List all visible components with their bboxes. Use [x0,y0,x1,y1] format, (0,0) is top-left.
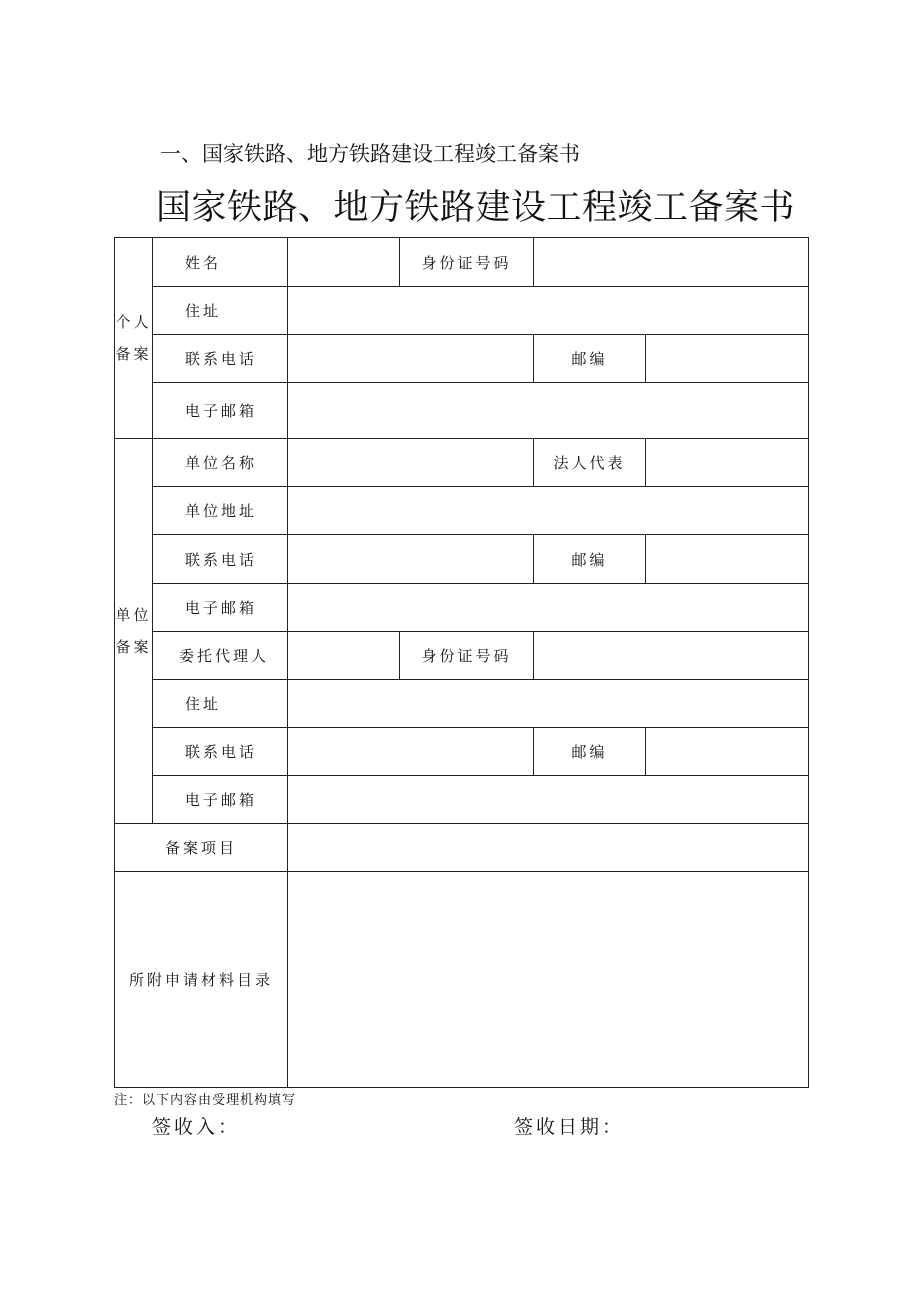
legal-rep-label: 法人代表 [534,439,646,487]
unit-email-label: 电子邮箱 [153,584,288,632]
personal-address-row [115,287,809,335]
agent-id-field[interactable] [534,632,809,680]
unit-section-line2: 备案 [115,638,152,656]
id-number-label: 身份证号码 [400,238,534,287]
personal-section-line2: 备案 [115,345,152,363]
materials-field[interactable] [288,872,809,1088]
unit-name-row [115,439,809,487]
project-row [115,824,809,872]
personal-name-row [115,238,809,287]
unit-phone-field[interactable] [288,535,534,584]
agent-address-field[interactable] [288,680,809,728]
postcode-field[interactable] [646,335,809,383]
footer-note: 注：以下内容由受理机构填写 [114,1093,297,1108]
materials-row [115,872,809,1088]
unit-email-field[interactable] [288,584,809,632]
agent-field[interactable] [288,632,400,680]
unit-email-row [115,584,809,632]
project-field[interactable] [288,824,809,872]
unit-address-row [115,487,809,535]
legal-rep-field[interactable] [646,439,809,487]
unit-postcode-field[interactable] [646,535,809,584]
unit-phone-label: 联系电话 [153,535,288,584]
email-field[interactable] [288,383,809,439]
agent-phone-row [115,728,809,776]
personal-section-label [115,238,153,439]
unit-name-field[interactable] [288,439,534,487]
address-label: 住址 [153,287,288,335]
unit-section-line1: 单位 [115,606,152,624]
unit-section-label [115,439,153,824]
page-title: 国家铁路、地方铁路建设工程竣工备案书 [156,188,796,228]
agent-label: 委托代理人 [153,632,288,680]
address-field[interactable] [288,287,809,335]
name-field[interactable] [288,238,400,287]
project-label: 备案项目 [115,824,288,872]
agent-row [115,632,809,680]
id-number-field[interactable] [534,238,809,287]
unit-phone-row [115,535,809,584]
filing-form-table [114,237,809,1088]
subheading: 一、国家铁路、地方铁路建设工程竣工备案书 [160,142,580,166]
phone-label: 联系电话 [153,335,288,383]
agent-email-label: 电子邮箱 [153,776,288,824]
agent-postcode-label: 邮编 [534,728,646,776]
unit-address-field[interactable] [288,487,809,535]
agent-email-field[interactable] [288,776,809,824]
personal-email-row [115,383,809,439]
unit-postcode-label: 邮编 [534,535,646,584]
receive-date-label: 签收日期： [514,1116,625,1138]
agent-phone-label: 联系电话 [153,728,288,776]
materials-label: 所附申请材料目录 [115,872,288,1088]
name-label: 姓名 [153,238,288,287]
phone-field[interactable] [288,335,534,383]
agent-id-label: 身份证号码 [400,632,534,680]
unit-name-label: 单位名称 [153,439,288,487]
agent-phone-field[interactable] [288,728,534,776]
personal-section-line1: 个人 [115,313,152,331]
agent-address-label: 住址 [153,680,288,728]
postcode-label: 邮编 [534,335,646,383]
email-label: 电子邮箱 [153,383,288,439]
unit-address-label: 单位地址 [153,487,288,535]
receiver-label: 签收入： [152,1116,241,1138]
agent-email-row [115,776,809,824]
personal-phone-row [115,335,809,383]
agent-postcode-field[interactable] [646,728,809,776]
agent-address-row [115,680,809,728]
